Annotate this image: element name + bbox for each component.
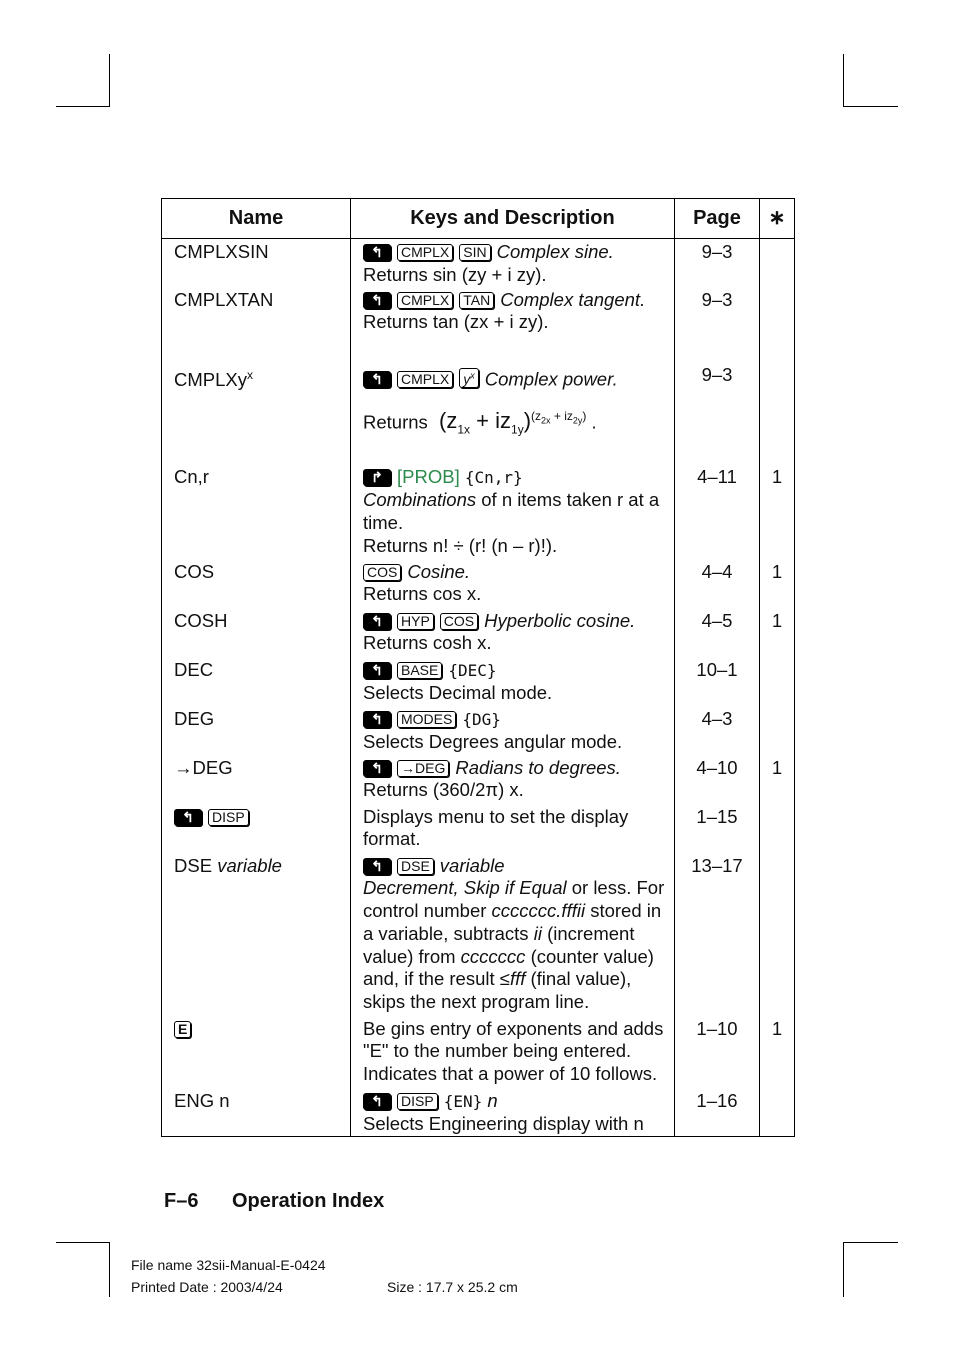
row-name-keys bbox=[162, 1018, 351, 1090]
disp-key: DISP bbox=[397, 1093, 438, 1110]
hyp-key: HYP bbox=[397, 613, 434, 630]
row-page: 1–15 bbox=[675, 806, 760, 855]
table-row bbox=[162, 806, 795, 855]
row-description bbox=[351, 708, 675, 757]
row-star bbox=[760, 708, 795, 757]
row-title: Radians to degrees. bbox=[455, 756, 621, 778]
row-page: 4–11 bbox=[675, 466, 760, 561]
crop-mark bbox=[56, 1242, 110, 1243]
row-description bbox=[351, 239, 675, 289]
cos-key: COS bbox=[363, 564, 401, 581]
row-returns: Returns n! ÷ (r! (n – r)!). bbox=[363, 534, 558, 556]
modes-key: MODES bbox=[397, 711, 456, 728]
row-name-keys bbox=[162, 806, 351, 855]
row-star bbox=[760, 239, 795, 289]
header-keys-description: Keys and Description bbox=[351, 199, 675, 239]
cmplx-key: CMPLX bbox=[397, 371, 453, 388]
row-desc: Be gins entry of exponents and adds "E" to the number being entered. Indicates that a power of 10 follows. bbox=[351, 1018, 675, 1090]
row-star bbox=[760, 289, 795, 360]
desc-part: (counter value) and, if the result ≤ bbox=[363, 945, 654, 990]
row-name: Cn,r bbox=[162, 466, 351, 561]
row-title: Hyperbolic cosine. bbox=[484, 609, 636, 631]
shift-right-key: ↱ bbox=[363, 469, 391, 486]
section-title: Operation Index bbox=[232, 1190, 385, 1212]
table-header-row bbox=[162, 199, 795, 239]
row-description bbox=[351, 855, 675, 1018]
tan-key: TAN bbox=[459, 292, 494, 309]
desc-part: Decrement, Skip if Equal bbox=[363, 877, 567, 899]
table-row bbox=[162, 659, 795, 708]
row-star bbox=[760, 659, 795, 708]
row-returns: Returns tan (zx + i zy). bbox=[363, 311, 549, 333]
row-page: 9–3 bbox=[675, 289, 760, 360]
crop-mark bbox=[843, 1242, 898, 1243]
row-star: 1 bbox=[760, 561, 795, 610]
row-title: Complex sine. bbox=[496, 241, 614, 262]
row-title: Complex power. bbox=[484, 368, 618, 390]
cos-key: COS bbox=[440, 613, 478, 630]
dg-softkey: {DG} bbox=[462, 709, 501, 729]
row-star: 1 bbox=[760, 1018, 795, 1090]
shift-left-key: ↰ bbox=[363, 244, 391, 261]
row-name-cell bbox=[162, 360, 351, 466]
base-key: BASE bbox=[397, 662, 442, 679]
table-row bbox=[162, 1018, 795, 1090]
row-name: DEC bbox=[162, 659, 351, 708]
row-description bbox=[351, 659, 675, 708]
row-returns: Returns sin (zy + i zy). bbox=[363, 263, 547, 285]
row-star: 1 bbox=[760, 466, 795, 561]
cmplx-key: CMPLX bbox=[397, 244, 453, 261]
row-name: →DEG bbox=[162, 757, 351, 806]
crop-mark bbox=[109, 1242, 110, 1297]
row-title: Cosine. bbox=[407, 560, 471, 582]
operation-index-table bbox=[161, 198, 795, 1137]
row-star: 1 bbox=[760, 757, 795, 806]
page-footer bbox=[164, 1190, 384, 1213]
shift-left-key: ↰ bbox=[363, 760, 391, 777]
row-star bbox=[760, 806, 795, 855]
table-row bbox=[162, 360, 795, 466]
row-description bbox=[351, 561, 675, 610]
row-star bbox=[760, 360, 795, 466]
table-row bbox=[162, 239, 795, 289]
row-description: ↰ CMPLX $y^x$ Complex power. Returns $(z_{1x} + iz_{1y})^{(z_{2x} + iz_{2y})}$ . bbox=[351, 360, 675, 466]
row-desc: Selects Degrees angular mode. bbox=[363, 731, 623, 753]
row-name: CMPLXSIN bbox=[162, 239, 351, 289]
row-name: DSE bbox=[174, 854, 213, 876]
file-name: File name 32sii-Manual-E-0424 bbox=[131, 1257, 326, 1273]
row-returns: Returns (360/2π) x. bbox=[363, 779, 524, 801]
row-page: 13–17 bbox=[675, 855, 760, 1018]
desc-part: or less. For control number bbox=[363, 877, 665, 922]
en-softkey: {EN} bbox=[443, 1091, 483, 1111]
header-page: Page bbox=[675, 199, 760, 239]
prob-menu-label: [PROB] bbox=[397, 465, 460, 487]
disp-key: DISP bbox=[208, 809, 249, 826]
row-desc: of n items taken r at a time. bbox=[363, 489, 660, 534]
desc-part: ii bbox=[533, 922, 542, 944]
desc-part: fff bbox=[509, 968, 526, 990]
shift-left-key: ↰ bbox=[363, 711, 391, 728]
desc-part: ccccccc bbox=[460, 945, 526, 967]
shift-left-key: ↰ bbox=[363, 371, 391, 388]
crop-mark bbox=[843, 54, 844, 107]
row-name: ENG n bbox=[162, 1090, 351, 1137]
row-returns: Returns cosh x. bbox=[363, 632, 492, 654]
desc-part: (increment value) from bbox=[363, 922, 635, 967]
header-star: ∗ bbox=[760, 199, 795, 239]
row-page: 10–1 bbox=[675, 659, 760, 708]
row-name: COSH bbox=[162, 610, 351, 659]
row-page: 9–3 bbox=[675, 239, 760, 289]
row-title: Combinations bbox=[363, 489, 477, 511]
dec-softkey: {DEC} bbox=[448, 660, 497, 680]
crop-mark bbox=[843, 1242, 844, 1297]
desc-part: stored in a variable, subtracts bbox=[363, 900, 662, 944]
row-title: variable bbox=[439, 854, 505, 876]
row-name: DEG bbox=[162, 708, 351, 757]
row-desc: Displays menu to set the display format. bbox=[351, 806, 675, 855]
row-title: Complex tangent. bbox=[500, 288, 646, 310]
row-name-variable: variable bbox=[217, 854, 282, 876]
header-name: Name bbox=[162, 199, 351, 239]
e-key: E bbox=[174, 1021, 191, 1038]
printed-date: Printed Date : 2003/4/24 bbox=[131, 1279, 283, 1295]
row-page: 9–3 bbox=[675, 360, 760, 466]
table-row bbox=[162, 1090, 795, 1137]
shift-left-key: ↰ bbox=[363, 858, 391, 875]
y-power-x-key: $y^x$ bbox=[459, 368, 479, 389]
row-name: CMPLXy$^x$ bbox=[174, 367, 253, 390]
shift-left-key: ↰ bbox=[174, 809, 202, 826]
row-desc: Selects Engineering display with n bbox=[363, 1113, 644, 1135]
table-row bbox=[162, 466, 795, 561]
crop-mark bbox=[109, 54, 110, 107]
complex-power-formula: $(z_{1x} + iz_{1y})^{(z_{2x} + iz_{2y})}$ bbox=[432, 408, 587, 437]
row-name-cell bbox=[162, 855, 351, 1018]
shift-left-key: ↰ bbox=[363, 613, 391, 630]
table-row bbox=[162, 757, 795, 806]
cmplx-key: CMPLX bbox=[397, 292, 453, 309]
row-description bbox=[351, 1090, 675, 1137]
row-description bbox=[351, 757, 675, 806]
row-page: 4–3 bbox=[675, 708, 760, 757]
row-description bbox=[351, 466, 675, 561]
desc-part: (final value), skips the next program line. bbox=[363, 968, 632, 1013]
dse-key: DSE bbox=[397, 858, 434, 875]
shift-left-key: ↰ bbox=[363, 1093, 391, 1110]
cnr-softkey: {Cn,r} bbox=[464, 467, 523, 487]
row-name: CMPLXTAN bbox=[162, 289, 351, 360]
row-page: 4–10 bbox=[675, 757, 760, 806]
table-row bbox=[162, 289, 795, 360]
row-star bbox=[760, 855, 795, 1018]
row-title: n bbox=[487, 1089, 498, 1111]
row-page: 1–10 bbox=[675, 1018, 760, 1090]
row-name: COS bbox=[162, 561, 351, 610]
row-page: 4–5 bbox=[675, 610, 760, 659]
row-desc: Selects Decimal mode. bbox=[363, 682, 553, 704]
desc-part: ccccccc.fffii bbox=[491, 900, 586, 922]
row-star: 1 bbox=[760, 610, 795, 659]
shift-left-key: ↰ bbox=[363, 662, 391, 679]
row-description bbox=[351, 289, 675, 360]
sin-key: SIN bbox=[459, 244, 490, 261]
table-row bbox=[162, 855, 795, 1018]
table-row bbox=[162, 561, 795, 610]
row-page: 1–16 bbox=[675, 1090, 760, 1137]
section-number: F–6 bbox=[164, 1190, 199, 1212]
row-page: 4–4 bbox=[675, 561, 760, 610]
crop-mark bbox=[843, 106, 898, 107]
page-size: Size : 17.7 x 25.2 cm bbox=[387, 1279, 518, 1295]
shift-left-key: ↰ bbox=[363, 292, 391, 309]
row-returns: Returns bbox=[363, 411, 428, 433]
row-star bbox=[760, 1090, 795, 1137]
crop-mark bbox=[56, 106, 110, 107]
table-row bbox=[162, 610, 795, 659]
to-deg-key: →DEG bbox=[397, 760, 449, 777]
row-returns: Returns cos x. bbox=[363, 583, 482, 605]
row-description bbox=[351, 610, 675, 659]
table-row bbox=[162, 708, 795, 757]
